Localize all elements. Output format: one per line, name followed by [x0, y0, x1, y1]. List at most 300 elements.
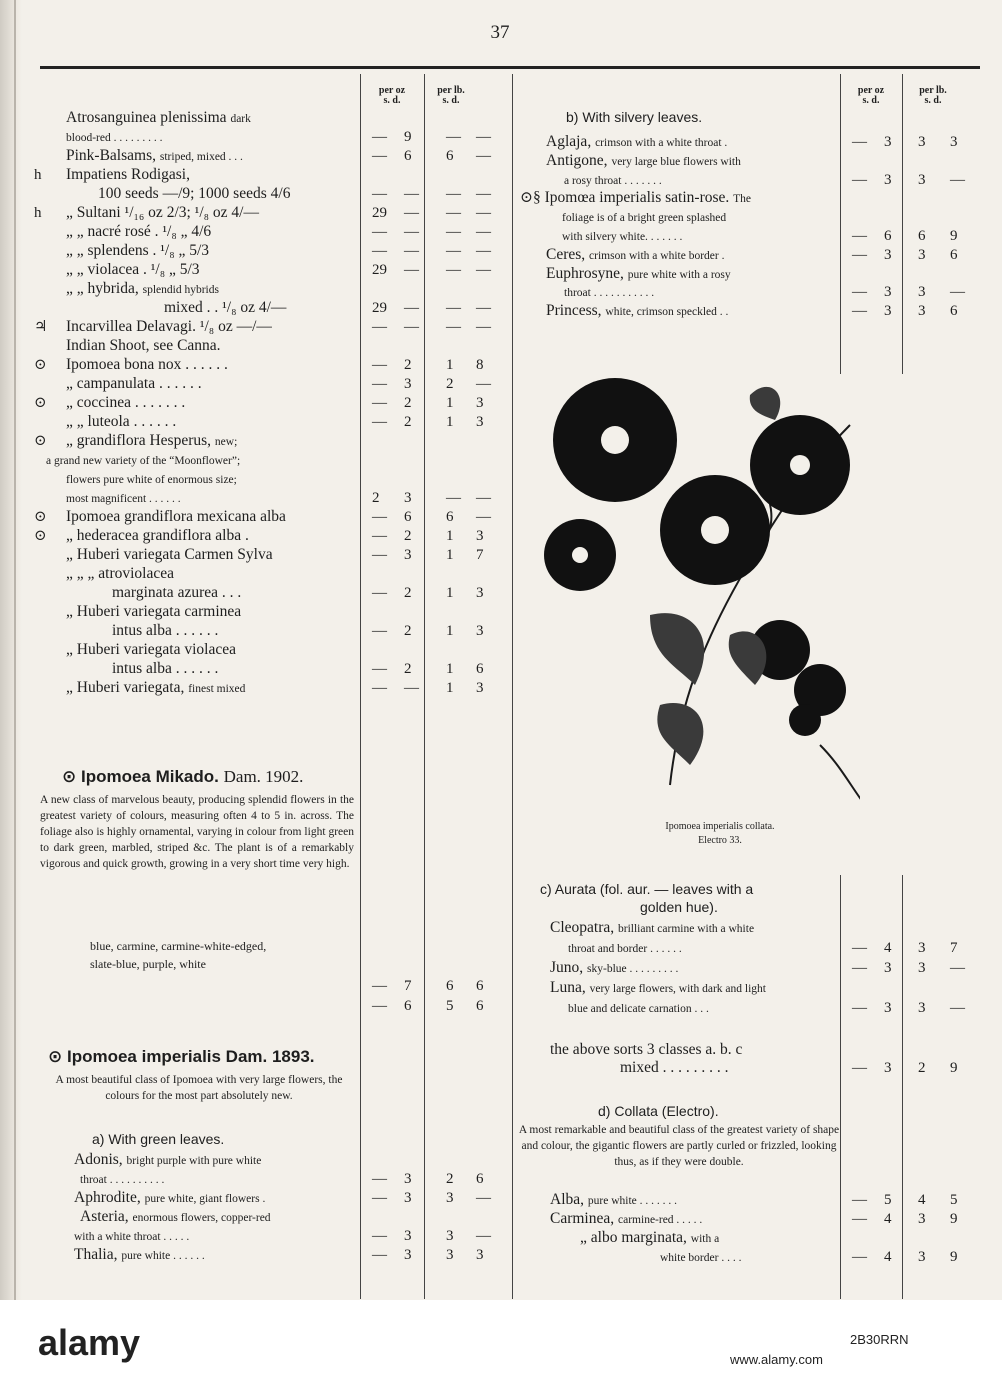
row-name: Cleopatra, [550, 919, 615, 936]
row-label [66, 355, 228, 375]
price-cell: 1 [446, 414, 454, 430]
row-detail: finest mixed [188, 683, 246, 695]
row-name: „ grandiflora Hesperus, [66, 432, 212, 449]
price-cell: 2 [372, 490, 380, 506]
top-rule [40, 66, 980, 69]
row-label [80, 1207, 271, 1228]
price-cell: 3 [918, 1249, 926, 1265]
price-cell: 9 [950, 1060, 958, 1076]
row-name: Euphrosyne, [546, 264, 624, 282]
price-cell: 1 [446, 528, 454, 544]
row-name: Alba, [550, 1191, 585, 1208]
price-cell: — [476, 1228, 491, 1244]
price-cell: 1 [446, 661, 454, 677]
price-cell: 3 [884, 246, 892, 263]
row-label [550, 1209, 702, 1230]
collata-heading: d) Collata (Electro). [598, 1103, 719, 1119]
row-detail: with a [690, 1233, 720, 1245]
price-cell: 6 [884, 228, 892, 244]
price-cell: — [852, 134, 867, 150]
price-cell: 6 [476, 998, 484, 1014]
row-name: Ipomoea grandiflora mexicana alba [66, 508, 286, 525]
price-cell: — [372, 528, 387, 544]
row-name: „ albo marginata, [580, 1229, 687, 1246]
right-per-oz-sd: s. d. [862, 95, 880, 106]
row-name: intus alba . . . . . . [112, 660, 219, 677]
ipomoea-illustration [520, 365, 860, 815]
right-price-divider [840, 74, 841, 374]
price-cell: — [852, 940, 867, 956]
mikado-description: A new class of marvelous beauty, producing splendid flowers in the greatest variety of colours, measuring often 4 to 5 in. across. The foliage also is highly ornamental, varying in colour from light green to dark green, marbled, striped &c. The plant is of a remarkably vigorous and quick growth, growing in a very short time very high. [40, 794, 354, 870]
row-label [550, 918, 754, 939]
price-cell: 6 [476, 661, 484, 677]
price-cell: — [404, 186, 419, 202]
price-cell: — [852, 960, 867, 976]
row-label [66, 241, 209, 261]
price-cell: 3 [884, 1000, 892, 1016]
price-cell: 9 [950, 1249, 958, 1265]
price-cell: 6 [446, 148, 454, 164]
price-cell: 29 [372, 300, 387, 316]
mikado-title [62, 766, 303, 788]
price-cell: — [404, 680, 419, 696]
price-cell: 6 [404, 998, 412, 1014]
row-label [46, 450, 240, 471]
price-cell: 3 [404, 1228, 412, 1244]
left-price-divider-2 [424, 74, 425, 1299]
row-label [550, 978, 766, 999]
row-detail: pure white, giant flowers . [144, 1193, 266, 1205]
price-cell: 9 [404, 129, 412, 145]
imperialis-title: ⊙ Ipomoea imperialis Dam. 1893. [48, 1047, 315, 1066]
price-cell: — [476, 148, 491, 164]
row-detail: white, crimson speckled . . [605, 306, 729, 319]
row-marker-symbol: ♃ [34, 319, 48, 335]
row-label [66, 488, 181, 509]
center-divider [512, 74, 513, 1299]
row-name: „ „ nacré rosé . ¹/₈ „ 4/6 [66, 223, 212, 240]
price-cell: 3 [918, 134, 926, 150]
price-cell: — [372, 148, 387, 164]
mikado-colors-2: slate-blue, purple, white [90, 957, 206, 971]
right-per-oz-label: per oz [857, 85, 885, 96]
price-cell: — [476, 490, 491, 506]
price-cell: 2 [404, 661, 412, 677]
price-cell: — [476, 509, 491, 525]
row-detail: throat and border . . . . . . [568, 943, 682, 955]
price-cell: 3 [446, 1247, 454, 1263]
row-name: „ „ violacea . ¹/₈ „ 5/3 [66, 261, 200, 278]
row-marker-symbol: h [34, 167, 42, 183]
row-name: Atrosanguinea plenissima [66, 109, 227, 126]
price-cell: 6 [950, 246, 958, 263]
row-label [66, 412, 176, 432]
price-cell: 3 [476, 414, 484, 430]
price-cell: — [446, 319, 461, 335]
row-name: „ „ „ atroviolacea [66, 565, 174, 582]
row-label [66, 336, 221, 356]
price-cell: — [372, 243, 387, 259]
row-detail: with silvery white. . . . . . . [562, 231, 683, 243]
row-detail: most magnificent . . . . . . [66, 493, 181, 505]
row-marker-symbol: ⊙ [34, 395, 47, 411]
row-label [66, 545, 273, 565]
right-price-divider-lower [840, 875, 841, 1299]
row-label [66, 393, 185, 413]
price-cell: — [404, 205, 419, 221]
price-cell: 3 [918, 940, 926, 956]
row-detail: very large flowers, with dark and light [589, 983, 767, 995]
price-cell: — [372, 357, 387, 373]
row-label [66, 127, 162, 148]
price-cell: 2 [404, 414, 412, 430]
price-cell: 3 [476, 395, 484, 411]
price-cell: 3 [476, 680, 484, 696]
row-name: Adonis, [74, 1151, 123, 1168]
price-cell: 3 [884, 171, 892, 188]
price-cell: 6 [476, 1171, 484, 1187]
per-lb-header [426, 86, 476, 106]
price-cell: 3 [918, 284, 926, 301]
price-cell: 1 [446, 547, 454, 563]
row-label [66, 431, 237, 452]
row-label [66, 165, 190, 185]
row-detail: a grand new variety of the “Moonflower”; [46, 455, 241, 467]
price-cell: 3 [476, 623, 484, 639]
row-detail: very large blue flowers with [611, 155, 741, 168]
row-name: intus alba . . . . . . [112, 622, 219, 639]
price-cell: — [852, 1249, 867, 1265]
row-detail: striped, mixed . . . [159, 151, 243, 163]
row-name: Juno, [550, 959, 584, 976]
leaf-bud [750, 387, 780, 420]
price-cell: 6 [446, 509, 454, 525]
leaf-2 [729, 631, 767, 685]
price-cell: 3 [476, 585, 484, 601]
price-cell: — [476, 205, 491, 221]
price-cell: 3 [918, 246, 926, 263]
price-cell: 2 [404, 623, 412, 639]
price-cell: 3 [950, 134, 958, 150]
row-name: Incarvillea Delavagi. ¹/₈ oz —/— [66, 318, 272, 335]
row-label [66, 146, 243, 167]
row-detail: throat . . . . . . . . . . [80, 1174, 165, 1186]
price-cell: 29 [372, 262, 387, 278]
right-per-lb-sd: s. d. [924, 95, 942, 106]
price-cell: 3 [884, 284, 892, 301]
price-cell: — [476, 186, 491, 202]
price-cell: — [372, 680, 387, 696]
mikado-colors-1: blue, carmine, carmine-white-edged, [90, 939, 267, 953]
row-label [112, 659, 218, 679]
row-name: Antigone, [546, 151, 608, 169]
price-cell: 3 [404, 1190, 412, 1206]
price-cell: — [446, 224, 461, 240]
price-cell: 2 [404, 395, 412, 411]
row-label [66, 602, 241, 622]
row-label [112, 621, 218, 641]
price-cell: — [372, 224, 387, 240]
price-cell: — [404, 319, 419, 335]
above-mixed-line-2: mixed . . . . . . . . . [620, 1059, 729, 1076]
price-cell: 29 [372, 205, 387, 221]
above-mixed-line-1: the above sorts 3 classes a. b. c [550, 1041, 743, 1058]
price-cell: 6 [404, 509, 412, 525]
right-per-lb-label: per lb. [919, 85, 947, 96]
price-cell: 8 [476, 357, 484, 373]
row-name: „ „ splendens . ¹/₈ „ 5/3 [66, 242, 210, 259]
row-name: Ceres, [546, 245, 586, 263]
row-label [74, 1245, 205, 1266]
row-name: Aglaja, [546, 133, 592, 150]
row-name: „ Huberi variegata, [66, 679, 185, 696]
row-detail: pure white . . . . . . . [587, 1195, 677, 1207]
caption-line-1: Ipomoea imperialis collata. [665, 821, 775, 832]
row-detail: sky-blue . . . . . . . . . [587, 963, 679, 975]
price-cell: — [446, 129, 461, 145]
row-marker-symbol: ⊙ [34, 509, 47, 525]
row-detail: bright purple with pure white [126, 1155, 262, 1167]
price-cell: — [852, 228, 867, 244]
price-cell: 6 [404, 148, 412, 164]
price-cell: 4 [918, 1192, 926, 1208]
price-cell: — [446, 205, 461, 221]
price-cell: 3 [918, 1211, 926, 1227]
row-label [112, 583, 241, 603]
price-cell: — [372, 1247, 387, 1263]
price-cell: 7 [476, 547, 484, 563]
price-cell: — [950, 1000, 965, 1016]
row-marker-symbol: ⊙ [34, 433, 47, 449]
row-label [74, 1150, 261, 1171]
green-leaves-heading: a) With green leaves. [92, 1131, 225, 1147]
price-cell: — [372, 623, 387, 639]
price-cell: — [446, 186, 461, 202]
price-cell: — [372, 319, 387, 335]
row-detail: pure white with a rosy [627, 268, 731, 281]
row-name: Aphrodite, [74, 1189, 141, 1206]
right-per-lb-header [904, 86, 962, 106]
price-cell: — [372, 547, 387, 563]
price-cell: — [950, 171, 965, 188]
price-cell: 6 [918, 228, 926, 244]
row-label [66, 222, 211, 242]
row-name: Indian Shoot, see Canna. [66, 337, 221, 354]
row-name: Carminea, [550, 1210, 615, 1227]
price-cell: 6 [446, 978, 454, 994]
price-cell: 5 [446, 998, 454, 1014]
price-cell: — [950, 284, 965, 301]
row-name: „ campanulata . . . . . . [66, 375, 202, 392]
price-cell: — [404, 300, 419, 316]
row-label [66, 317, 272, 337]
row-label [66, 526, 249, 546]
row-detail: white border . . . . [660, 1252, 742, 1264]
price-cell: — [372, 661, 387, 677]
row-name: mixed . . ¹/₈ oz 4/— [164, 299, 287, 316]
row-detail: foliage is of a bright green splashed [562, 212, 727, 225]
price-cell: 3 [476, 1247, 484, 1263]
row-label [74, 1226, 189, 1247]
price-cell: — [476, 224, 491, 240]
price-cell: — [476, 262, 491, 278]
aurata-heading-2: golden hue). [640, 899, 718, 915]
price-cell: 3 [404, 1247, 412, 1263]
price-cell: 6 [950, 303, 958, 320]
price-cell: — [476, 300, 491, 316]
per-oz-label: per oz [378, 85, 406, 96]
price-cell: 5 [884, 1192, 892, 1208]
flower-cluster [544, 378, 850, 736]
price-cell: 4 [884, 940, 892, 956]
price-cell: 3 [404, 547, 412, 563]
lower-stem [820, 745, 860, 805]
per-oz-header [362, 86, 422, 106]
row-label [66, 469, 237, 490]
row-label [74, 1188, 265, 1209]
silvery-leaves-heading: b) With silvery leaves. [566, 109, 703, 125]
row-name: Thalia, [74, 1246, 118, 1263]
row-marker-symbol: ⊙ [34, 528, 47, 544]
row-detail: blood-red . . . . . . . . . [66, 132, 163, 144]
caption-line-2: Electro 33. [698, 835, 742, 846]
price-cell: 1 [446, 395, 454, 411]
price-cell: 3 [884, 1060, 892, 1076]
price-cell: 2 [404, 357, 412, 373]
aurata-heading-1: c) Aurata (fol. aur. — leaves with a [540, 881, 754, 897]
row-label [66, 507, 286, 527]
price-cell: — [404, 243, 419, 259]
price-cell: — [476, 129, 491, 145]
leaf-1 [650, 613, 704, 685]
price-cell: — [852, 1211, 867, 1227]
row-name: „ Sultani ¹/₁₆ oz 2/3; ¹/₈ oz 4/— [66, 204, 259, 221]
price-cell: — [446, 300, 461, 316]
left-price-divider [360, 74, 361, 1299]
row-label [550, 1190, 677, 1211]
price-cell: 3 [884, 960, 892, 976]
row-detail: splendid hybrids [142, 284, 219, 296]
row-label [66, 640, 236, 660]
right-price-divider-lower-2 [902, 875, 903, 1299]
row-name: Pink-Balsams, [66, 147, 156, 164]
row-name: ⊙§ Ipomœa imperialis satin-rose. [520, 189, 730, 207]
row-detail: with a white throat . . . . . [74, 1231, 190, 1243]
price-cell: 7 [950, 940, 958, 956]
row-detail: enormous flowers, copper-red [132, 1212, 271, 1224]
price-cell: — [852, 1060, 867, 1076]
row-label [66, 279, 219, 300]
row-detail: new; [214, 436, 238, 448]
price-cell: 2 [404, 528, 412, 544]
right-per-oz-header [842, 86, 900, 106]
right-price-divider-2 [902, 74, 903, 374]
row-name: Asteria, [80, 1208, 129, 1225]
row-name: Ipomoea bona nox . . . . . . [66, 356, 228, 373]
row-name: „ Huberi variegata Carmen Sylva [66, 546, 273, 563]
price-cell: — [476, 243, 491, 259]
price-cell: 2 [918, 1060, 926, 1076]
row-label [66, 564, 174, 584]
row-label [568, 938, 682, 959]
row-name: marginata azurea . . . [112, 584, 242, 601]
collata-description: A most remarkable and beautiful class of the greatest variety of shape and colour, the gigantic flowers are partly curled or frizzled, looking thus, as if they were double. [518, 1124, 840, 1168]
row-name: Impatiens Rodigasi, [66, 166, 190, 183]
price-cell: 2 [446, 376, 454, 392]
row-detail: carmine-red . . . . . [618, 1214, 703, 1226]
row-name: „ Huberi variegata violacea [66, 641, 236, 658]
price-cell: — [446, 490, 461, 506]
row-name: „ hederacea grandiflora alba . [66, 527, 249, 544]
row-label [66, 678, 245, 699]
price-cell: 3 [918, 1000, 926, 1016]
mikado-year: Dam. 1902. [223, 767, 304, 786]
leaf-3 [657, 703, 703, 765]
row-marker-symbol: ⊙ [34, 357, 47, 373]
mikado-title-text: ⊙ Ipomoea Mikado. [62, 767, 219, 786]
price-cell: 3 [884, 134, 892, 150]
row-name: 100 seeds —/9; 1000 seeds 4/6 [98, 185, 291, 202]
price-cell: — [446, 262, 461, 278]
price-cell: — [950, 960, 965, 976]
book-binding [0, 0, 22, 1300]
price-cell: — [852, 1192, 867, 1208]
price-cell: — [852, 284, 867, 301]
price-cell: 3 [404, 490, 412, 506]
price-cell: 9 [950, 1211, 958, 1227]
per-lb-sd: s. d. [442, 95, 460, 106]
price-cell: 3 [918, 960, 926, 976]
row-name: Princess, [546, 302, 602, 320]
price-cell: — [372, 1228, 387, 1244]
price-cell: — [372, 585, 387, 601]
binding-line [14, 0, 16, 1300]
row-detail: a rosy throat . . . . . . . [564, 174, 662, 187]
price-cell: 1 [446, 585, 454, 601]
watermark-brand: alamy [38, 1322, 141, 1363]
price-cell: 2 [404, 585, 412, 601]
price-cell: 3 [446, 1190, 454, 1206]
price-cell: — [372, 376, 387, 392]
row-detail: flowers pure white of enormous size; [66, 474, 237, 486]
row-label [66, 260, 200, 280]
price-cell: — [404, 262, 419, 278]
row-name: „ coccinea . . . . . . . [66, 394, 186, 411]
row-detail: The [733, 193, 752, 206]
price-cell: — [404, 224, 419, 240]
row-detail: throat . . . . . . . . . . . [564, 287, 655, 300]
row-detail: crimson with a white throat . [595, 137, 728, 149]
price-cell: 3 [884, 303, 892, 320]
per-lb-label: per lb. [437, 85, 465, 96]
row-label [164, 298, 286, 318]
per-oz-sd: s. d. [383, 95, 401, 106]
price-cell: 9 [950, 228, 958, 244]
row-detail: crimson with a white border . [589, 249, 725, 262]
row-label [80, 1169, 164, 1190]
price-cell: 3 [476, 528, 484, 544]
price-cell: — [476, 1190, 491, 1206]
price-cell: 3 [918, 303, 926, 320]
price-cell: — [372, 395, 387, 411]
row-label [568, 998, 709, 1019]
price-cell: — [852, 246, 867, 263]
row-detail: blue and delicate carnation . . . [568, 1003, 709, 1015]
price-cell: — [372, 509, 387, 525]
price-cell: 1 [446, 357, 454, 373]
row-name: „ Huberi variegata carminea [66, 603, 242, 620]
imperialis-description: A most beautiful class of Ipomoea with very large flowers, the colours for the most part absolutely new. [55, 1074, 343, 1102]
